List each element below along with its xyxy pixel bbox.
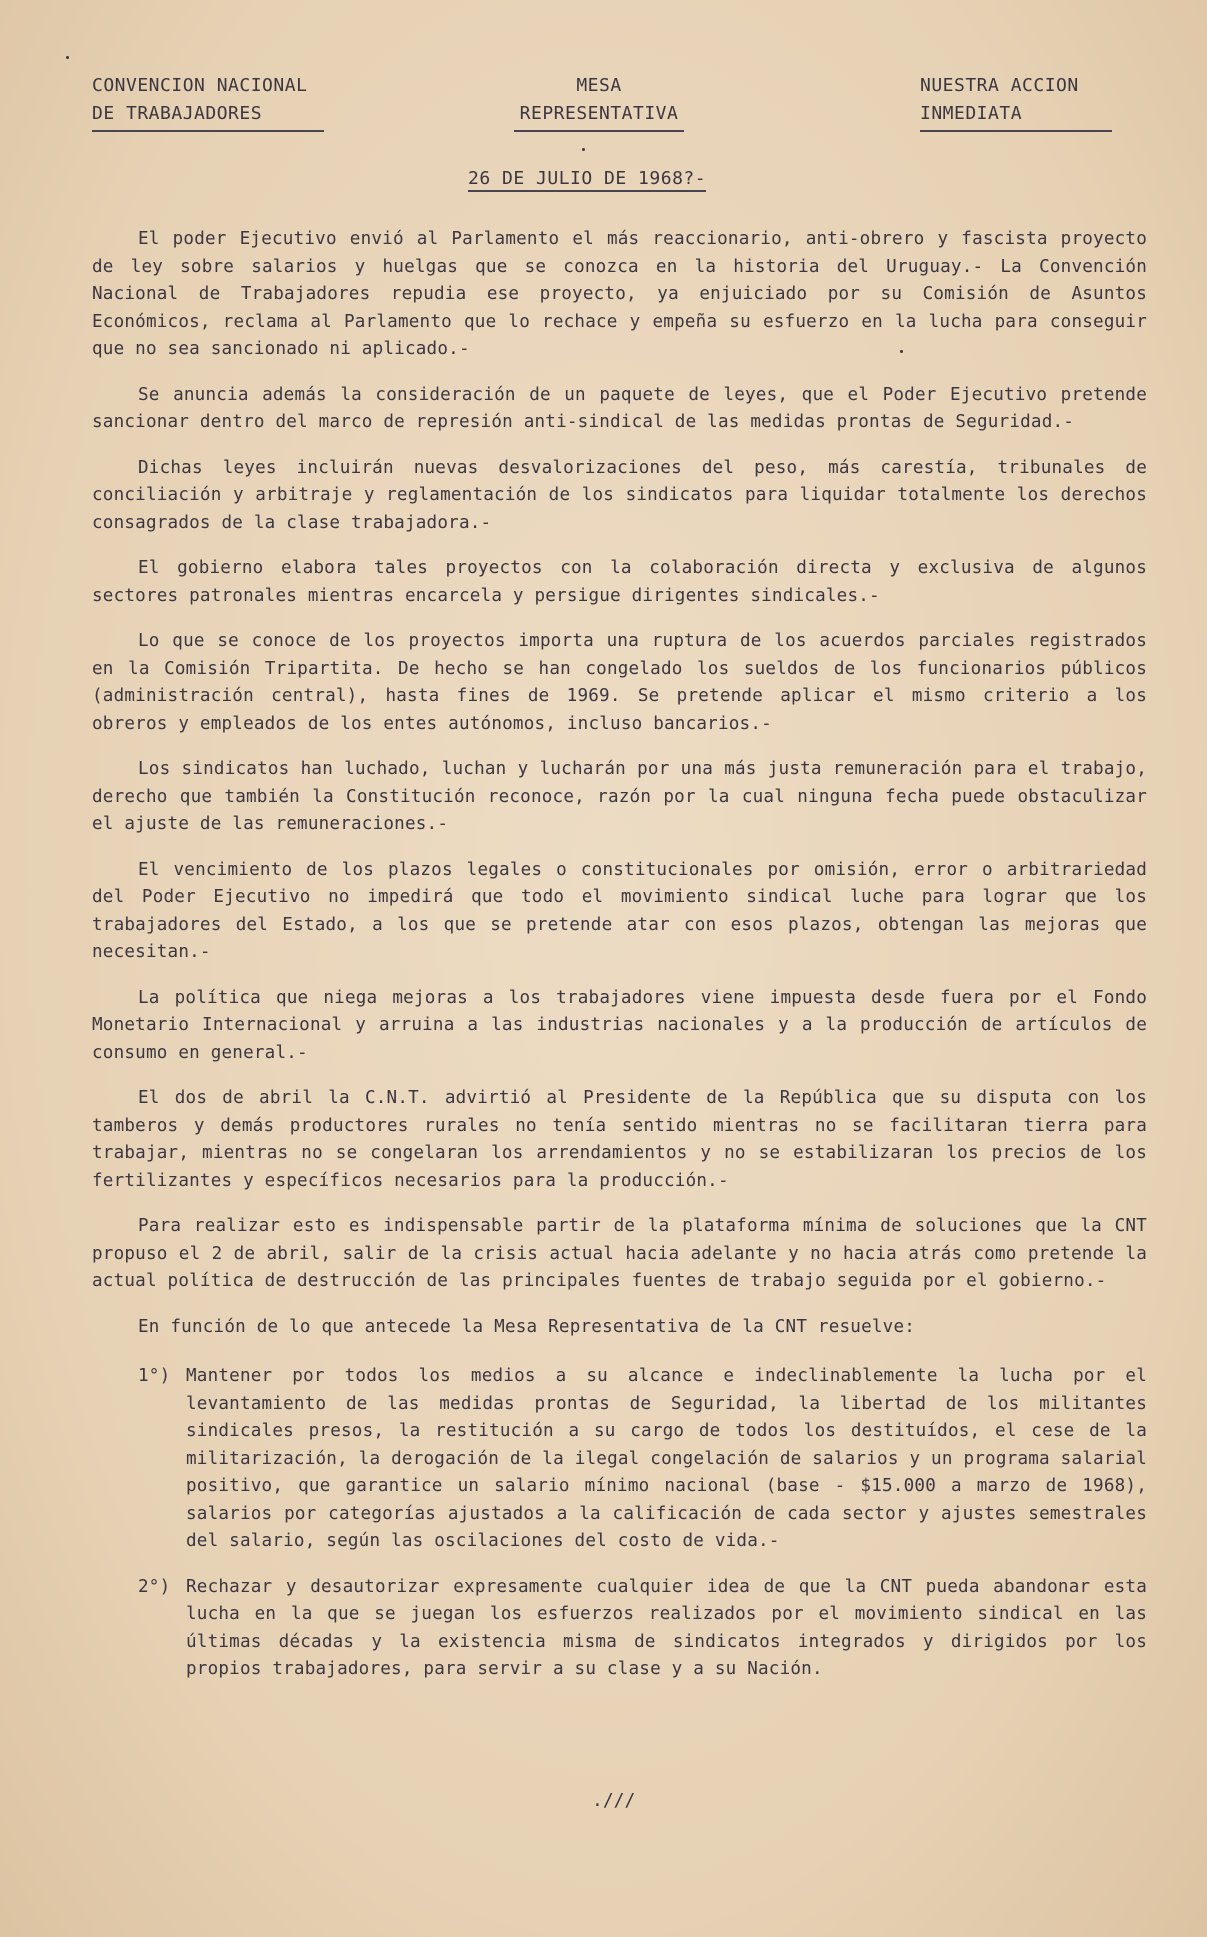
header-center-underline: [514, 130, 684, 132]
paragraph: Lo que se conoce de los proyectos importa una ruptura de los acuerdos parciales registrados en la Comisión Tripartita. De hecho se han congelado los sueldos de los funcionarios públicos (administración central), hasta fines de 1969. Se pretende aplicar el mismo criterio a los obreros y empleados de los entes autónomos, incluso bancarios.-: [92, 631, 1147, 734]
paragraph: Se anuncia además la consideración de un paquete de leyes, que el Poder Ejecutivo pretende sancionar dentro del marco de represión anti-sindical de las medidas prontas de Seguridad.-: [92, 384, 1147, 432]
resolution-item: [138, 1574, 1147, 1684]
header-left-line-2: DE TRABAJADORES: [92, 103, 263, 124]
header-right-line-2: INMEDIATA: [920, 103, 1023, 124]
header-right-underline: [920, 130, 1112, 132]
header-body: [514, 72, 684, 132]
document-body: [92, 226, 1147, 1702]
header-left-underline: [92, 130, 324, 132]
header-left-line-1: CONVENCION NACIONAL: [92, 75, 308, 96]
page-continuation-mark: .///: [592, 1790, 636, 1811]
header-organization: [92, 72, 324, 132]
paragraph: El vencimiento de los plazos legales o constitucionales por omisión, error o arbitrariedad del Poder Ejecutivo no impedirá que todo el movimiento sindical luche para lograr que los trabajadores del Estado, a los que se pretende atar con esos plazos, obtengan las mejoras que necesitan.-: [92, 859, 1147, 962]
item-number: 1°): [138, 1366, 171, 1386]
paragraph: La política que niega mejoras a los trabajadores viene impuesta desde fuera por el Fondo Monetario Internacional y arruina a las industrias nacionales y a la producción de artículos de consumo en general.-: [92, 987, 1147, 1063]
paragraph: El poder Ejecutivo envió al Parlamento el más reaccionario, anti-obrero y fascista proyecto de ley sobre salarios y huelgas que se conozca en la historia del Uruguay.- La Convención Nacional de Trabajadores repudia ese proyecto, ya enjuiciado por su Comisión de Asuntos Económicos, reclama al Parlamento que lo rechace y empeña su esfuerzo en la lucha para conseguir que no sea sancionado ni aplicado.-: [92, 229, 1147, 359]
paragraph: El dos de abril la C.N.T. advirtió al Presidente de la República que su disputa con los tamberos y demás productores rurales no tenía sentido mientras no se facilitaran tierra para trabajar, mientras no se congelaran los arrendamientos y no se estabilizaran los precios de los fertilizantes y específicos necesarios para la producción.-: [92, 1088, 1147, 1191]
item-number: 2°): [138, 1576, 171, 1597]
item-text: Mantener por todos los medios a su alcance e indeclinablemente la lucha por el levantamiento de las medidas prontas de Seguridad, la libertad de los militantes sindicales presos, la restitución a su cargo de todos los destituídos, el cese de la militarización, la derogación de la ilegal congelación de salarios y un programa salarial positivo, que garantice un salario mínimo nacional (base - $15.000 a marzo de 1968), salarios por categorías ajustados a la calificación de cada sector y ajustes semestrales del salario, según las oscilaciones del costo de vida.-: [186, 1366, 1147, 1551]
item-text: Rechazar y desautorizar expresamente cualquier idea de que la CNT pueda abandonar esta lucha en la que se juegan los esfuerzos realizados por el movimiento sindical en las últimas décadas y la existencia misma de sindicatos integrados y dirigidos por los propios trabajadores, para servir a su clase y a su Nación.: [186, 1576, 1147, 1679]
ink-speck: [582, 148, 585, 151]
paragraph: Los sindicatos han luchado, luchan y lucharán por una más justa remuneración para el trabajo, derecho que también la Constitución reconoce, razón por la cual ninguna fecha puede obstaculizar el ajuste de las remuneraciones.-: [92, 759, 1147, 834]
header-center-line-2: REPRESENTATIVA: [519, 103, 679, 124]
resolution-item: [138, 1363, 1147, 1556]
header-title: [920, 72, 1112, 132]
resolution-intro: En función de lo que antecede la Mesa Representativa de la CNT resuelve:: [138, 1316, 916, 1337]
paragraph: Para realizar esto es indispensable partir de la plataforma mínima de soluciones que la CNT propuso el 2 de abril, salir de la crisis actual hacia adelante y no hacia atrás como pretende la actual política de destrucción de las principales fuentes de trabajo seguida por el gobierno.-: [92, 1216, 1147, 1291]
paragraph: Dichas leyes incluirán nuevas desvalorizaciones del peso, más carestía, tribunales de conciliación y arbitraje y reglamentación de los sindicatos para liquidar totalmente los derechos consagrados de la clase trabajadora.-: [92, 457, 1147, 533]
ink-speck: [66, 56, 69, 59]
paragraph: El gobierno elabora tales proyectos con la colaboración directa y exclusiva de algunos sectores patronales mientras encarcela y persigue dirigentes sindicales.-: [92, 558, 1147, 606]
header-center-line-1: MESA: [576, 75, 622, 96]
header-right-line-1: NUESTRA ACCION: [920, 75, 1079, 96]
ink-speck: [900, 350, 903, 353]
document-date: 26 DE JULIO DE 1968?-: [468, 168, 706, 192]
